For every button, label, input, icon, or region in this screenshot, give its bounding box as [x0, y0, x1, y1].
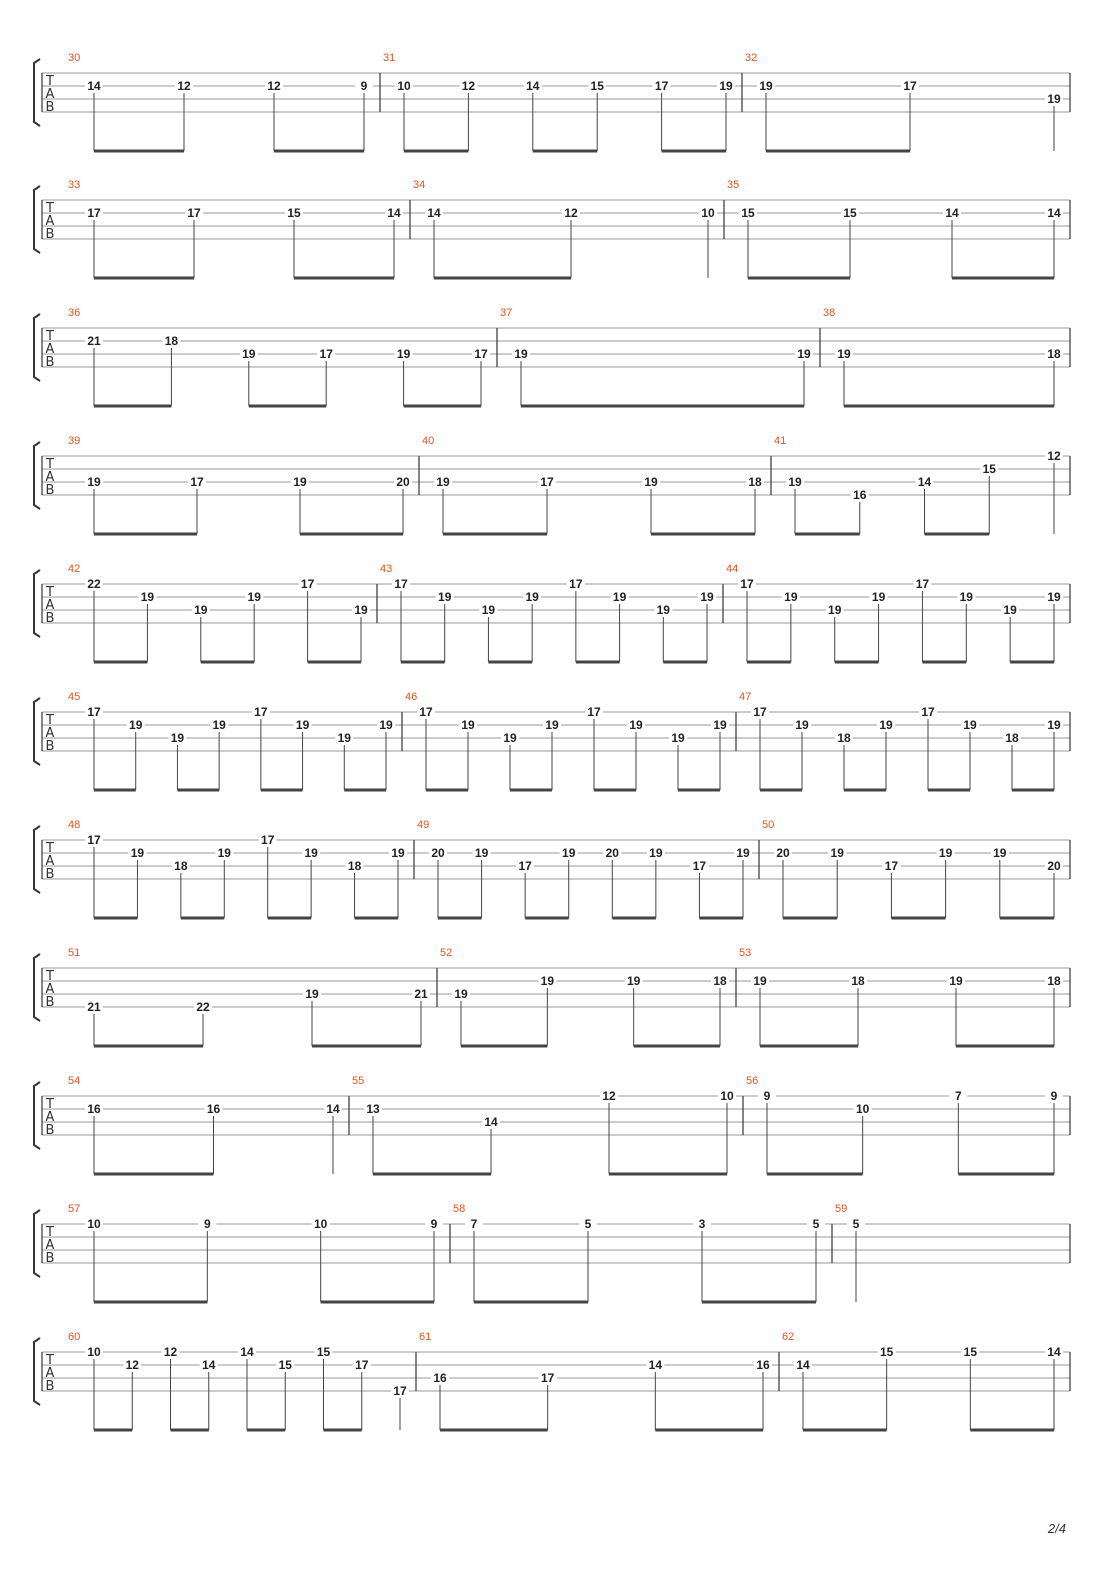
fret-number: 17 — [540, 475, 554, 489]
fret-number: 19 — [474, 846, 489, 860]
tab-clef-letter: B — [45, 227, 55, 242]
fret-number: 15 — [963, 1345, 978, 1359]
fret-number: 17 — [300, 577, 315, 591]
fret-number: 17 — [569, 577, 583, 591]
fret-number: 19 — [305, 987, 319, 1001]
fret-number: 19 — [170, 731, 185, 745]
fret-number: 19 — [396, 347, 411, 361]
fret-number: 17 — [419, 705, 433, 719]
fret-number: 19 — [140, 590, 155, 604]
measure-number: 40 — [422, 435, 435, 447]
fret-number: 19 — [436, 475, 450, 489]
system-bracket — [34, 314, 40, 381]
fret-number: 21 — [87, 1000, 101, 1014]
fret-number: 18 — [851, 974, 865, 988]
fret-number: 19 — [379, 718, 393, 732]
measure-number: 55 — [352, 1075, 365, 1087]
measure-number: 34 — [413, 179, 426, 191]
fret-number: 19 — [719, 79, 733, 93]
fret-number: 10 — [87, 1217, 101, 1231]
tab-system — [34, 563, 1070, 662]
fret-number: 19 — [391, 846, 405, 860]
system-bracket — [34, 954, 40, 1021]
fret-number: 5 — [812, 1217, 820, 1231]
fret-number: 19 — [540, 974, 555, 988]
fret-number: 19 — [1003, 603, 1017, 617]
tab-clef-letter: T — [46, 74, 54, 89]
fret-number: 20 — [1047, 859, 1061, 873]
tab-clef-letter: A — [45, 982, 55, 997]
fret-number: 14 — [945, 206, 959, 220]
fret-number: 14 — [1047, 206, 1061, 220]
tab-clef-letter: A — [45, 726, 55, 741]
fret-number: 19 — [795, 718, 809, 732]
fret-number: 19 — [438, 590, 452, 604]
page-number: 2/4 — [1047, 1521, 1066, 1536]
fret-number: 19 — [1047, 718, 1061, 732]
fret-number: 19 — [656, 603, 670, 617]
fret-number: 9 — [1050, 1089, 1058, 1103]
measure-number: 61 — [419, 1331, 432, 1343]
tab-clef-letter: B — [45, 867, 55, 882]
fret-number: 19 — [217, 846, 231, 860]
measure-number: 32 — [745, 52, 758, 64]
system-bracket — [34, 442, 40, 509]
fret-number: 20 — [396, 475, 410, 489]
tab-clef-letter: B — [45, 739, 55, 754]
fret-number: 19 — [454, 987, 468, 1001]
fret-number: 12 — [564, 206, 578, 220]
fret-number: 15 — [278, 1358, 292, 1372]
tab-clef-letter: T — [46, 841, 54, 856]
tab-clef-letter: B — [45, 995, 55, 1010]
measure-number: 58 — [453, 1203, 466, 1215]
fret-number: 9 — [360, 79, 368, 93]
measure-number: 54 — [68, 1075, 81, 1087]
fret-number: 17 — [319, 347, 333, 361]
fret-number: 3 — [698, 1217, 706, 1231]
fret-number: 17 — [903, 79, 917, 93]
fret-number: 19 — [784, 590, 798, 604]
fret-number: 19 — [713, 718, 727, 732]
fret-number: 19 — [700, 590, 714, 604]
fret-number: 15 — [590, 79, 604, 93]
fret-number: 16 — [206, 1102, 221, 1116]
measure-number: 38 — [823, 307, 836, 319]
fret-number: 19 — [759, 79, 773, 93]
fret-number: 19 — [753, 974, 767, 988]
fret-number: 13 — [366, 1102, 380, 1116]
fret-number: 19 — [626, 974, 641, 988]
system-bracket — [34, 186, 40, 253]
tab-clef-letter: T — [46, 1225, 54, 1240]
tab-clef-letter: A — [45, 342, 55, 357]
tab-clef-letter: A — [45, 214, 55, 229]
fret-number: 15 — [982, 462, 996, 476]
fret-number: 17 — [915, 577, 930, 591]
fret-number: 17 — [753, 705, 767, 719]
fret-number: 7 — [954, 1089, 962, 1103]
measure-number: 49 — [417, 819, 430, 831]
fret-number: 19 — [871, 590, 886, 604]
fret-number: 18 — [174, 859, 188, 873]
fret-number: 14 — [796, 1358, 810, 1372]
fret-number: 14 — [917, 475, 932, 489]
measure-number: 43 — [380, 563, 393, 575]
fret-number: 19 — [514, 347, 528, 361]
fret-number: 18 — [713, 974, 727, 988]
tab-clef-letter: A — [45, 1366, 55, 1381]
fret-number: 19 — [828, 603, 842, 617]
tab-clef-letter: T — [46, 1097, 54, 1112]
system-bracket — [34, 826, 40, 893]
fret-number: 17 — [355, 1358, 369, 1372]
tab-clef-letter: B — [45, 100, 55, 115]
measure-number: 46 — [405, 691, 418, 703]
fret-number: 14 — [484, 1115, 498, 1129]
measure-number: 48 — [68, 819, 81, 831]
fret-number: 19 — [959, 590, 973, 604]
tab-clef-letter: A — [45, 854, 55, 869]
measure-number: 60 — [68, 1331, 81, 1343]
fret-number: 16 — [756, 1358, 770, 1372]
measure-number: 59 — [835, 1203, 848, 1215]
fret-number: 5 — [852, 1217, 860, 1231]
fret-number: 18 — [1047, 347, 1061, 361]
tab-system — [34, 435, 1070, 534]
measure-number: 57 — [68, 1203, 81, 1215]
fret-number: 17 — [587, 705, 601, 719]
fret-number: 17 — [190, 475, 204, 489]
tab-clef-letter: A — [45, 1238, 55, 1253]
fret-number: 12 — [125, 1358, 139, 1372]
fret-number: 17 — [692, 859, 707, 873]
measure-number: 31 — [383, 52, 396, 64]
fret-number: 19 — [1047, 590, 1061, 604]
fret-number: 10 — [87, 1345, 101, 1359]
fret-number: 14 — [1047, 1345, 1061, 1359]
fret-number: 10 — [720, 1089, 734, 1103]
fret-number: 12 — [177, 79, 191, 93]
measure-number: 30 — [68, 52, 81, 64]
fret-number: 17 — [393, 1384, 407, 1398]
system-bracket — [34, 1082, 40, 1149]
tab-clef-letter: A — [45, 1110, 55, 1125]
fret-number: 19 — [461, 718, 475, 732]
fret-number: 18 — [164, 334, 179, 348]
fret-number: 19 — [129, 718, 143, 732]
system-bracket — [34, 59, 40, 126]
tab-clef-letter: B — [45, 1379, 55, 1394]
tab-system — [34, 52, 1070, 151]
tab-clef-letter: T — [46, 329, 54, 344]
fret-number: 18 — [1047, 974, 1061, 988]
fret-number: 17 — [518, 859, 532, 873]
fret-number: 19 — [337, 731, 351, 745]
tab-clef-letter: B — [45, 1123, 55, 1138]
fret-number: 14 — [240, 1345, 254, 1359]
tab-clef-letter: B — [45, 483, 55, 498]
fret-number: 22 — [196, 1000, 210, 1014]
fret-number: 17 — [740, 577, 754, 591]
fret-number: 20 — [431, 846, 445, 860]
fret-number: 18 — [748, 475, 762, 489]
tab-system — [34, 1331, 1070, 1430]
fret-number: 19 — [295, 718, 310, 732]
fret-number: 15 — [879, 1345, 894, 1359]
fret-number: 19 — [242, 347, 256, 361]
fret-number: 19 — [949, 974, 963, 988]
fret-number: 17 — [394, 577, 408, 591]
tab-system — [34, 179, 1070, 278]
fret-number: 22 — [87, 577, 101, 591]
fret-number: 14 — [526, 79, 540, 93]
measure-number: 50 — [762, 819, 775, 831]
fret-number: 14 — [87, 79, 101, 93]
tab-system — [34, 1075, 1070, 1174]
system-bracket — [34, 1210, 40, 1277]
fret-number: 17 — [261, 833, 275, 847]
measure-number: 44 — [726, 563, 739, 575]
fret-number: 10 — [397, 79, 411, 93]
fret-number: 19 — [993, 846, 1007, 860]
tab-clef-letter: T — [46, 713, 54, 728]
fret-number: 19 — [212, 718, 226, 732]
measure-number: 39 — [68, 435, 81, 447]
fret-number: 19 — [963, 718, 977, 732]
tab-clef-letter: B — [45, 611, 55, 626]
fret-number: 19 — [736, 846, 750, 860]
fret-number: 20 — [776, 846, 790, 860]
system-bracket — [34, 1338, 40, 1405]
fret-number: 16 — [87, 1102, 101, 1116]
system-bracket — [34, 570, 40, 637]
tab-system — [34, 819, 1070, 918]
measure-number: 37 — [500, 307, 513, 319]
fret-number: 17 — [87, 833, 101, 847]
tab-system — [34, 691, 1070, 790]
fret-number: 19 — [830, 846, 844, 860]
tab-clef-letter: T — [46, 1353, 54, 1368]
fret-number: 14 — [202, 1358, 216, 1372]
fret-number: 12 — [602, 1089, 616, 1103]
fret-number: 14 — [427, 206, 441, 220]
fret-number: 16 — [853, 488, 867, 502]
fret-number: 14 — [326, 1102, 340, 1116]
tab-clef-letter: T — [46, 457, 54, 472]
fret-number: 18 — [837, 731, 851, 745]
fret-number: 19 — [247, 590, 261, 604]
fret-number: 19 — [612, 590, 627, 604]
fret-number: 19 — [629, 718, 643, 732]
fret-number: 18 — [1005, 731, 1019, 745]
fret-number: 9 — [763, 1089, 771, 1103]
fret-number: 20 — [605, 846, 619, 860]
measure-number: 42 — [68, 563, 81, 575]
fret-number: 19 — [644, 475, 658, 489]
fret-number: 21 — [414, 987, 428, 1001]
system-bracket — [34, 698, 40, 765]
fret-number: 19 — [545, 718, 559, 732]
fret-number: 15 — [741, 206, 755, 220]
measure-number: 62 — [782, 1331, 795, 1343]
fret-number: 17 — [187, 206, 201, 220]
fret-number: 19 — [194, 603, 208, 617]
fret-number: 19 — [837, 347, 851, 361]
measure-number: 53 — [739, 947, 752, 959]
fret-number: 14 — [387, 206, 401, 220]
fret-number: 12 — [163, 1345, 178, 1359]
fret-number: 19 — [130, 846, 145, 860]
fret-number: 19 — [503, 731, 517, 745]
measure-number: 35 — [727, 179, 740, 191]
fret-number: 18 — [347, 859, 362, 873]
fret-number: 19 — [87, 475, 101, 489]
fret-number: 19 — [525, 590, 539, 604]
fret-number: 10 — [855, 1102, 870, 1116]
fret-number: 19 — [788, 475, 802, 489]
fret-number: 5 — [584, 1217, 592, 1231]
fret-number: 15 — [843, 206, 857, 220]
tab-system — [34, 307, 1070, 406]
fret-number: 10 — [701, 206, 715, 220]
fret-number: 12 — [1047, 449, 1061, 463]
fret-number: 19 — [354, 603, 368, 617]
tab-system — [34, 947, 1070, 1046]
measure-number: 36 — [68, 307, 81, 319]
tab-clef-letter: A — [45, 470, 55, 485]
fret-number: 12 — [267, 79, 281, 93]
fret-number: 19 — [671, 731, 685, 745]
fret-number: 17 — [654, 79, 669, 93]
fret-number: 14 — [648, 1358, 663, 1372]
measure-number: 56 — [746, 1075, 759, 1087]
fret-number: 17 — [884, 859, 899, 873]
fret-number: 19 — [797, 347, 811, 361]
fret-number: 19 — [1047, 92, 1061, 106]
fret-number: 9 — [203, 1217, 211, 1231]
tab-system — [34, 1203, 1070, 1302]
fret-number: 16 — [433, 1371, 447, 1385]
fret-number: 21 — [87, 334, 101, 348]
fret-number: 19 — [481, 603, 496, 617]
tab-clef-letter: T — [46, 585, 54, 600]
fret-number: 17 — [254, 705, 268, 719]
fret-number: 19 — [879, 718, 893, 732]
fret-number: 9 — [430, 1217, 438, 1231]
measure-number: 52 — [440, 947, 453, 959]
fret-number: 15 — [316, 1345, 331, 1359]
fret-number: 19 — [938, 846, 953, 860]
fret-number: 17 — [87, 206, 101, 220]
measure-number: 33 — [68, 179, 81, 191]
fret-number: 19 — [293, 475, 307, 489]
tab-clef-letter: B — [45, 355, 55, 370]
tab-clef-letter: T — [46, 201, 54, 216]
measure-number: 47 — [739, 691, 752, 703]
tab-clef-letter: A — [45, 87, 55, 102]
fret-number: 7 — [470, 1217, 478, 1231]
tab-clef-letter: A — [45, 598, 55, 613]
measure-number: 45 — [68, 691, 81, 703]
tab-clef-letter: B — [45, 1251, 55, 1266]
fret-number: 17 — [474, 347, 488, 361]
measure-number: 51 — [68, 947, 81, 959]
fret-number: 17 — [921, 705, 935, 719]
fret-number: 19 — [562, 846, 576, 860]
tab-clef-letter: T — [46, 969, 54, 984]
fret-number: 19 — [649, 846, 663, 860]
fret-number: 10 — [313, 1217, 328, 1231]
fret-number: 15 — [287, 206, 301, 220]
measure-number: 41 — [774, 435, 787, 447]
fret-number: 19 — [304, 846, 318, 860]
fret-number: 12 — [461, 79, 476, 93]
fret-number: 17 — [87, 705, 101, 719]
fret-number: 17 — [540, 1371, 555, 1385]
